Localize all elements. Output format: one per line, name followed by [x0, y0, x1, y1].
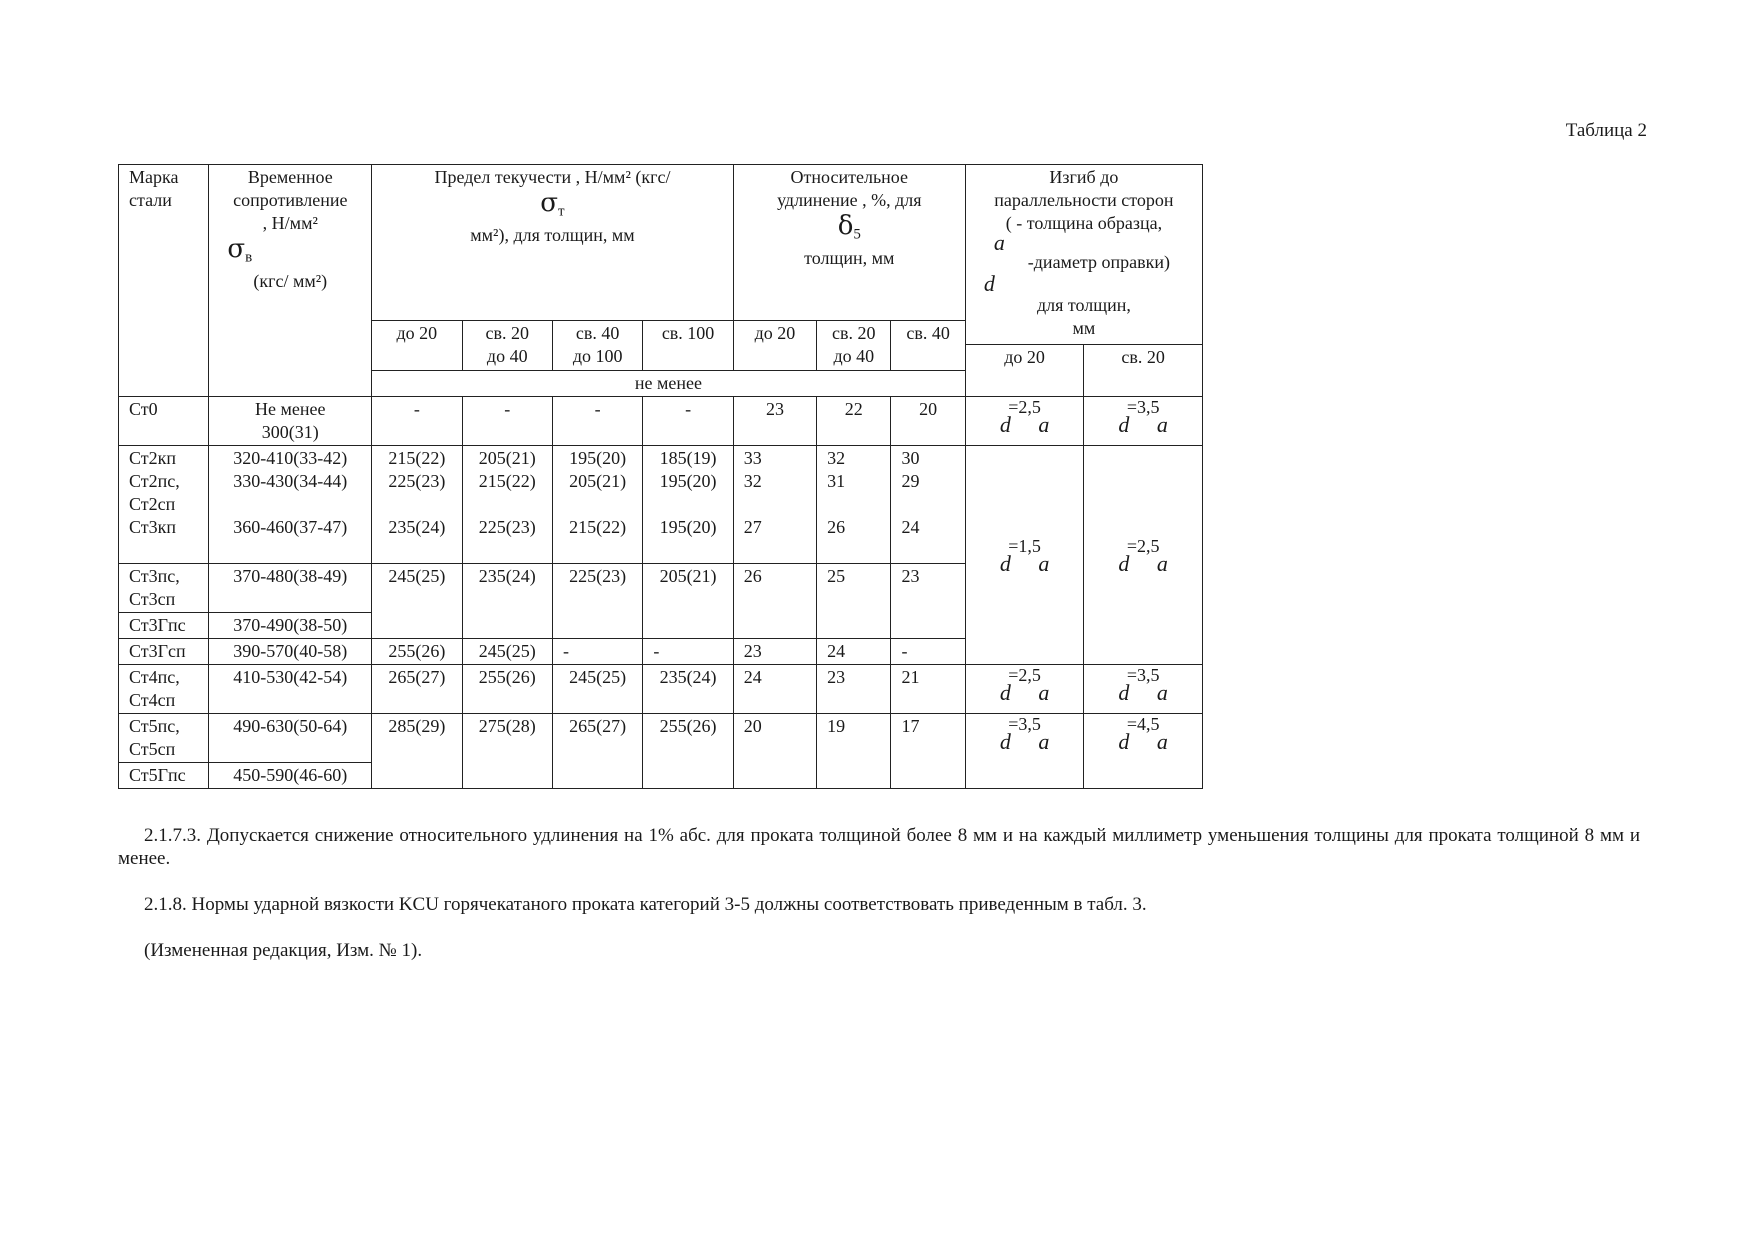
bend-cell: =3,5 d a	[1084, 396, 1203, 445]
yield-col-1: до 20	[372, 321, 462, 371]
table-row: Ст3пс, Ст3сп 370-480(38-49) 245(25) 235(24) 225(23) 205(21) 26 25 23	[119, 563, 1203, 612]
table-caption: Таблица 2	[1565, 120, 1647, 141]
table-row: Ст2кп Ст2пс, Ст2сп Ст3кп 320-410(33-42) 330-430(34-44) 360-460(37-47) 215(22) 225(23) 235(24) 205(21) 215(22) 225(23) 195(20) 205(21) 215(22) 185(19) 195(20) 195(20) 33 32 27 32 31 26 30 29 24 =1,5 d a =2,5 d a	[119, 445, 1203, 563]
not-less-label: не менее	[372, 370, 966, 396]
bend-cell: =3,5 d a	[965, 713, 1084, 788]
header-grade-continued	[119, 321, 209, 371]
header-grade: Марка стали	[119, 165, 209, 321]
header-yield: Предел текучести , Н/мм² (кгс/ $\sigma_т$ мм²), для толщин, мм	[372, 165, 734, 321]
bend-cell: =2,5 d a	[1084, 445, 1203, 664]
paragraph-2-1-8: 2.1.8. Нормы ударной вязкости KCU горячекатаного проката категорий 3-5 должны соответствовать приведенным в табл. 3.	[144, 894, 1147, 915]
bend-cell: =3,5 d a	[1084, 664, 1203, 713]
elong-col-2: св. 20 до 40	[817, 321, 891, 371]
table-row: Ст0 Не менее 300(31) - - - - 23 22 20 =2,5 d a =3,5 d a	[119, 396, 1203, 445]
table-row: Ст3Гпс 370-490(38-50)	[119, 612, 1203, 638]
bend-cell: =2,5 d a	[965, 664, 1084, 713]
table-row: Ст3Гсп 390-570(40-58) 255(26) 245(25) - - 23 24 -	[119, 638, 1203, 664]
table-row: Ст4пс, Ст4сп 410-530(42-54) 265(27) 255(26) 245(25) 235(24) 24 23 21 =2,5 d a =3,5 d a	[119, 664, 1203, 713]
bend-cell: =2,5 d a	[965, 396, 1084, 445]
bend-col-2: св. 20	[1084, 345, 1203, 371]
yield-col-3: св. 40 до 100	[552, 321, 642, 371]
paragraph-amendment: (Измененная редакция, Изм. № 1).	[144, 940, 423, 961]
header-tensile-continued	[209, 321, 372, 371]
header-tensile: Временное сопротивление , Н/мм² $\sigma_в$ (кгс/ мм²)	[209, 165, 372, 321]
elong-col-3: св. 40	[891, 321, 965, 371]
yield-col-2: св. 20 до 40	[462, 321, 552, 371]
table-row: Ст5пс, Ст5сп 490-630(50-64) 285(29) 275(28) 265(27) 255(26) 20 19 17 =3,5 d a =4,5 d a	[119, 713, 1203, 762]
yield-col-4: св. 100	[643, 321, 733, 371]
header-bend: Изгиб до параллельности сторон ( - толщина образца, a -диаметр оправки) d для толщин, мм	[965, 165, 1202, 345]
bend-col-1: до 20	[965, 345, 1084, 371]
bend-cell: =1,5 d a	[965, 445, 1084, 664]
header-row-main	[119, 165, 1203, 321]
header-row-not-less	[119, 370, 1203, 396]
table-row: Ст5Гпс 450-590(46-60)	[119, 762, 1203, 788]
bend-cell: =4,5 d a	[1084, 713, 1203, 788]
header-elongation: Относительное удлинение , %, для $\delta_5$ толщин, мм	[733, 165, 965, 321]
steel-properties-table	[118, 164, 1203, 789]
elong-col-1: до 20	[733, 321, 816, 371]
paragraph-2-1-7-3: 2.1.7.3. Допускается снижение относительного удлинения на 1% абс. для проката толщиной более 8 мм и на каждый миллиметр уменьшения толщины для проката толщиной 8 мм и менее.	[118, 825, 1640, 869]
